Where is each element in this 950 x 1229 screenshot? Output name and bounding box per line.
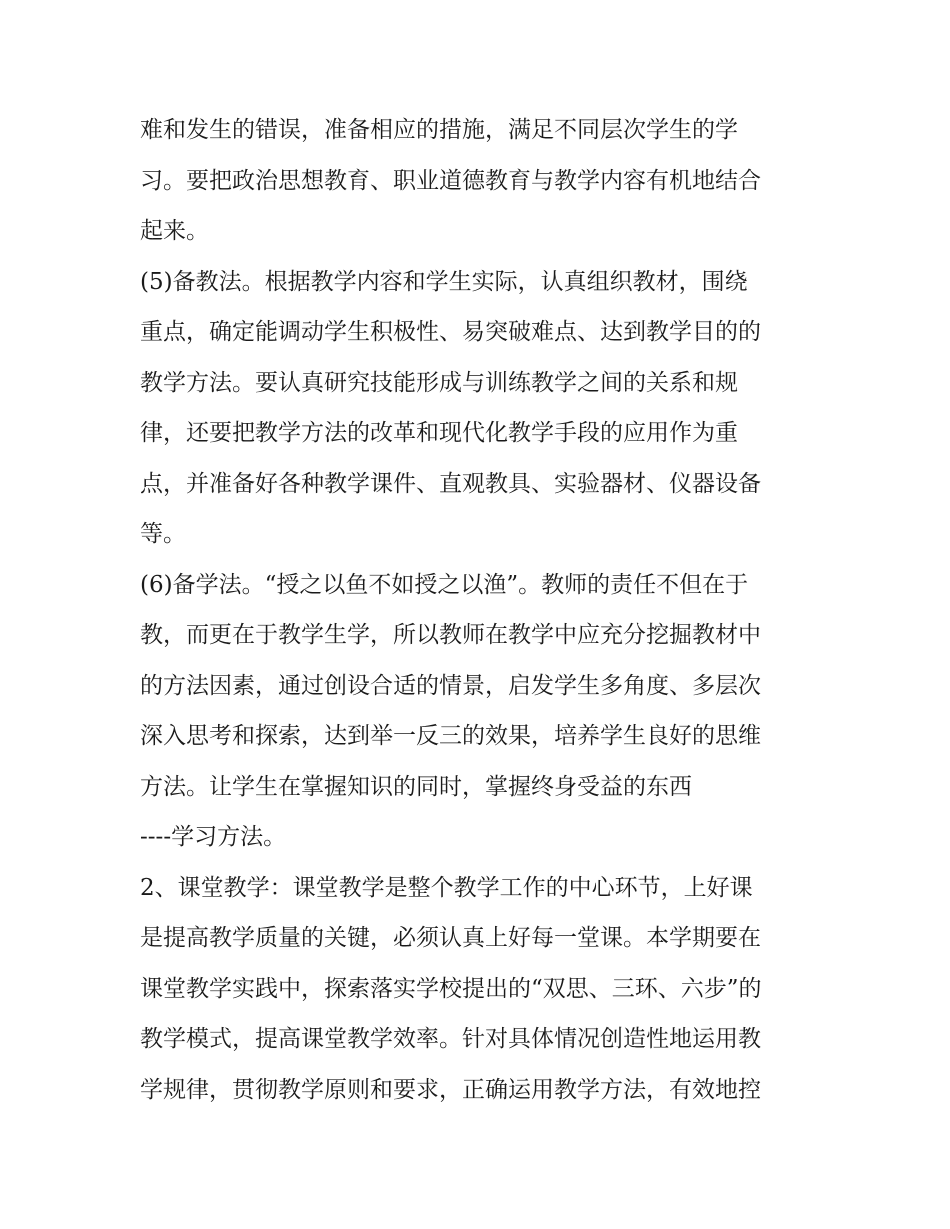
text-line: 教学方法。要认真研究技能形成与训练教学之间的关系和规 <box>140 369 738 396</box>
text-line: 方法。让学生在掌握知识的同时，掌握终身受益的东西 <box>140 773 692 800</box>
text-line: 重点，确定能调动学生积极性、易突破难点、达到教学目的的 <box>140 319 761 345</box>
text-line: 教，而更在于教学生学，所以教师在教学中应充分挖掘教材中 <box>140 622 761 648</box>
text-line: 点，并准备好各种教学课件、直观教具、实验器材、仪器设备 <box>140 470 761 497</box>
text-line: (5)备教法。根据教学内容和学生实际，认真组织教材，围绕 <box>140 268 748 295</box>
body-text <box>140 105 830 1115</box>
text-line: 是提高教学质量的关键，必须认真上好每一堂课。本学期要在 <box>140 925 761 951</box>
text-line: 的方法因素，通过创设合适的情景，启发学生多角度、多层次 <box>140 672 761 699</box>
text-line: 深入思考和探索，达到举一反三的效果，培养学生良好的思维 <box>140 723 761 749</box>
text-line: ----学习方法。 <box>140 824 287 850</box>
text-line: 习。要把政治思想教育、职业道德教育与教学内容有机地结合 <box>140 167 761 194</box>
text-line: 难和发生的错误，准备相应的措施，满足不同层次学生的学 <box>140 117 738 143</box>
text-line: 教学模式，提高课堂教学效率。针对具体情况创造性地运用教 <box>140 1026 761 1052</box>
text-line: 律，还要把教学方法的改革和现代化教学手段的应用作为重 <box>140 420 738 446</box>
text-line: 起来。 <box>140 218 209 244</box>
text-line: 2、课堂教学：课堂教学是整个教学工作的中心环节，上好课 <box>140 874 753 901</box>
text-line: 学规律，贯彻教学原则和要求，正确运用教学方法，有效地控 <box>140 1076 761 1103</box>
text-line: 等。 <box>140 521 186 547</box>
text-line: (6)备学法。“授之以鱼不如授之以渔”。教师的责任不但在于 <box>140 571 749 598</box>
text-line: 课堂教学实践中，探索落实学校提出的“双思、三环、六步”的 <box>140 975 762 1002</box>
